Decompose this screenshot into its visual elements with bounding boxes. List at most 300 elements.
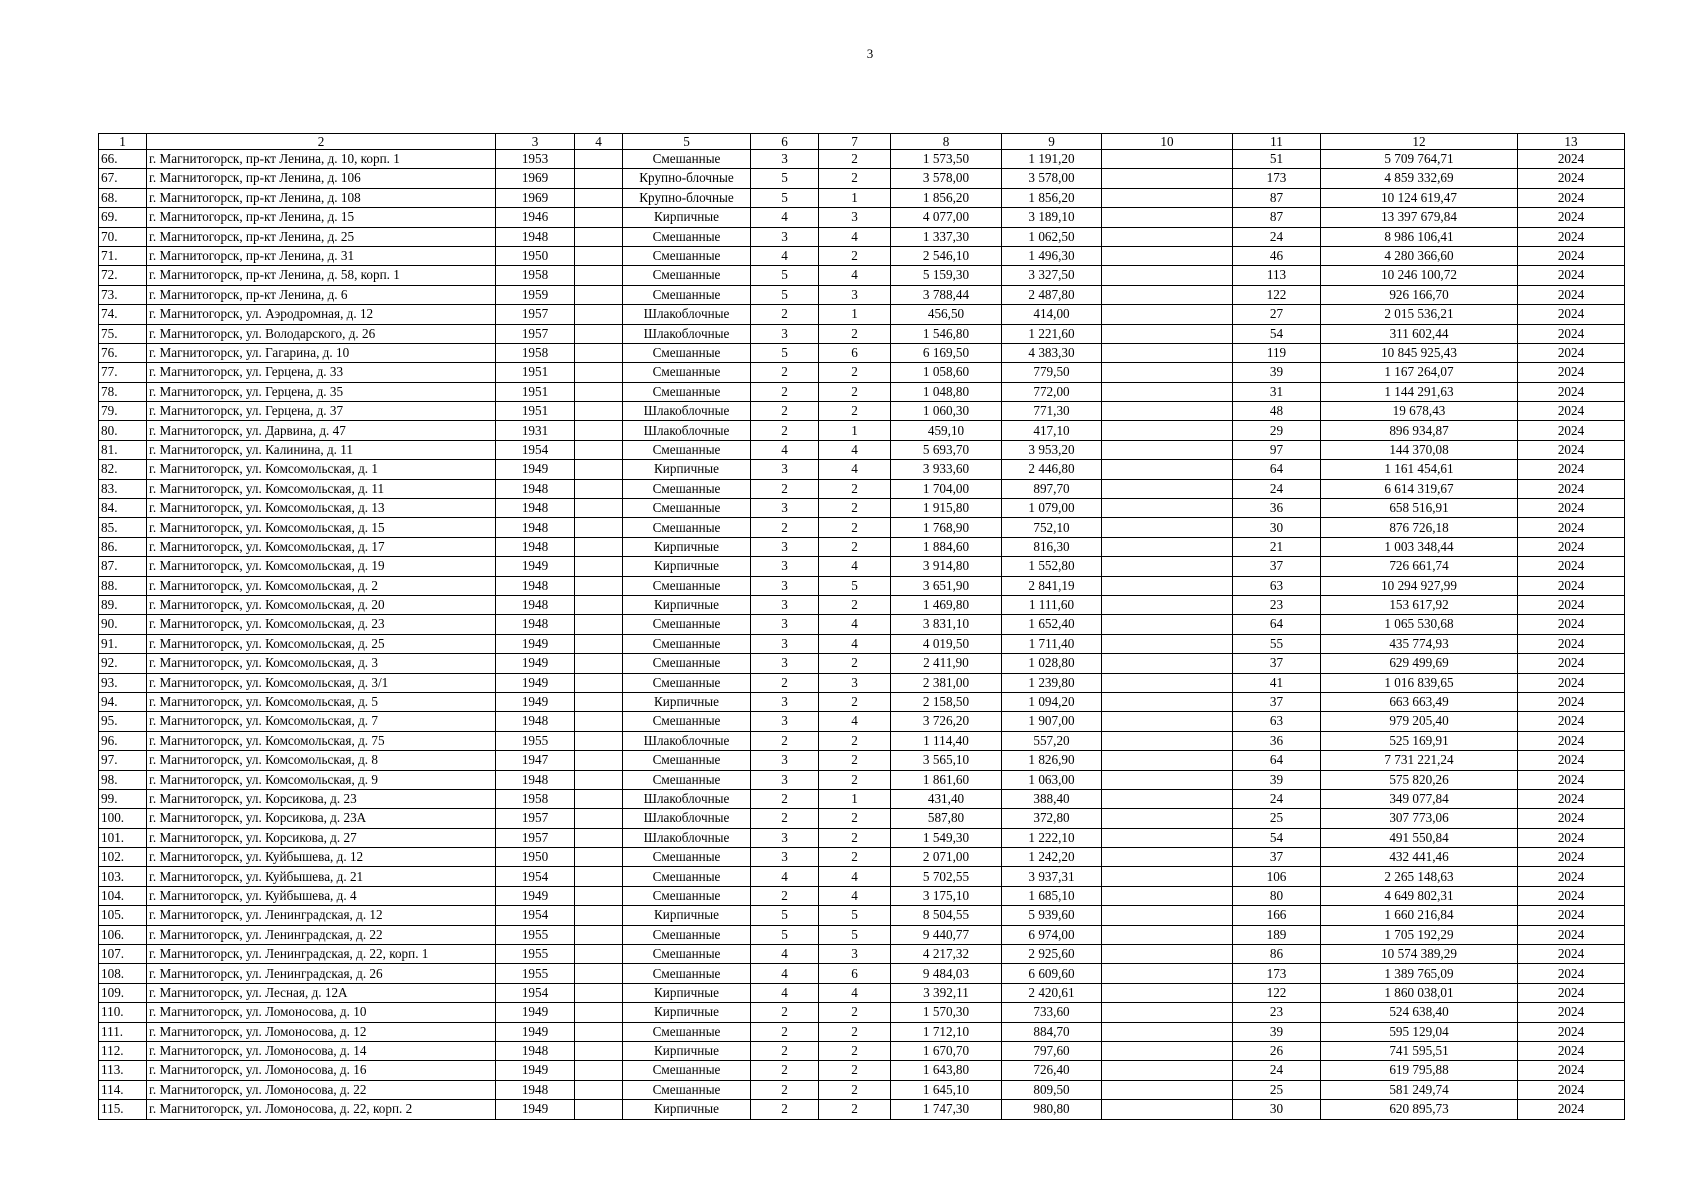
column-header-7: 7 xyxy=(819,134,891,150)
cell-row-number: 68. xyxy=(99,188,147,207)
cell-residents: 63 xyxy=(1233,576,1321,595)
cell-col-10 xyxy=(1102,945,1233,964)
cell-year-planned: 2024 xyxy=(1518,1003,1625,1022)
cell-cost: 629 499,69 xyxy=(1321,654,1518,673)
cell-address: г. Магнитогорск, ул. Ленинградская, д. 26 xyxy=(147,964,496,983)
cell-total-area: 2 381,00 xyxy=(891,673,1002,692)
cell-living-area: 816,30 xyxy=(1002,537,1102,556)
cell-address: г. Магнитогорск, пр-кт Ленина, д. 108 xyxy=(147,188,496,207)
cell-wall-material: Смешанные xyxy=(623,479,751,498)
cell-living-area: 772,00 xyxy=(1002,382,1102,401)
cell-year-planned: 2024 xyxy=(1518,576,1625,595)
cell-total-area: 1 670,70 xyxy=(891,1041,1002,1060)
cell-floors: 3 xyxy=(751,324,819,343)
cell-total-area: 2 158,50 xyxy=(891,692,1002,711)
cell-address: г. Магнитогорск, пр-кт Ленина, д. 10, корп. 1 xyxy=(147,150,496,169)
cell-total-area: 1 060,30 xyxy=(891,402,1002,421)
cell-address: г. Магнитогорск, ул. Комсомольская, д. 19 xyxy=(147,557,496,576)
cell-year-planned: 2024 xyxy=(1518,324,1625,343)
cell-address: г. Магнитогорск, ул. Ломоносова, д. 14 xyxy=(147,1041,496,1060)
column-header-6: 6 xyxy=(751,134,819,150)
cell-year-built: 1948 xyxy=(496,615,575,634)
table-body xyxy=(99,150,1625,1120)
cell-residents: 64 xyxy=(1233,615,1321,634)
cell-living-area: 726,40 xyxy=(1002,1061,1102,1080)
cell-year-planned: 2024 xyxy=(1518,1080,1625,1099)
cell-residents: 36 xyxy=(1233,731,1321,750)
cell-entrances: 3 xyxy=(819,673,891,692)
table-row xyxy=(99,1003,1625,1022)
table-row xyxy=(99,169,1625,188)
cell-residents: 122 xyxy=(1233,983,1321,1002)
cell-residents: 64 xyxy=(1233,460,1321,479)
table-row xyxy=(99,1022,1625,1041)
cell-year-built: 1954 xyxy=(496,867,575,886)
cell-col-4 xyxy=(575,828,623,847)
cell-living-area: 372,80 xyxy=(1002,809,1102,828)
cell-year-planned: 2024 xyxy=(1518,208,1625,227)
cell-year-planned: 2024 xyxy=(1518,440,1625,459)
cell-col-10 xyxy=(1102,1061,1233,1080)
cell-floors: 3 xyxy=(751,460,819,479)
cell-residents: 189 xyxy=(1233,925,1321,944)
cell-cost: 10 574 389,29 xyxy=(1321,945,1518,964)
cell-col-10 xyxy=(1102,440,1233,459)
cell-residents: 27 xyxy=(1233,305,1321,324)
cell-year-built: 1946 xyxy=(496,208,575,227)
cell-year-built: 1949 xyxy=(496,692,575,711)
cell-residents: 23 xyxy=(1233,595,1321,614)
cell-col-10 xyxy=(1102,1041,1233,1060)
cell-residents: 37 xyxy=(1233,848,1321,867)
cell-address: г. Магнитогорск, пр-кт Ленина, д. 106 xyxy=(147,169,496,188)
cell-total-area: 1 643,80 xyxy=(891,1061,1002,1080)
cell-address: г. Магнитогорск, ул. Куйбышева, д. 4 xyxy=(147,886,496,905)
cell-residents: 37 xyxy=(1233,692,1321,711)
cell-col-10 xyxy=(1102,964,1233,983)
cell-wall-material: Смешанные xyxy=(623,770,751,789)
cell-residents: 48 xyxy=(1233,402,1321,421)
cell-total-area: 1 549,30 xyxy=(891,828,1002,847)
cell-address: г. Магнитогорск, ул. Корсикова, д. 23А xyxy=(147,809,496,828)
table-row xyxy=(99,964,1625,983)
cell-floors: 2 xyxy=(751,479,819,498)
cell-floors: 3 xyxy=(751,634,819,653)
cell-col-4 xyxy=(575,1022,623,1041)
cell-year-planned: 2024 xyxy=(1518,634,1625,653)
cell-residents: 80 xyxy=(1233,886,1321,905)
cell-total-area: 1 884,60 xyxy=(891,537,1002,556)
cell-total-area: 4 019,50 xyxy=(891,634,1002,653)
cell-year-built: 1955 xyxy=(496,731,575,750)
table-row xyxy=(99,363,1625,382)
cell-wall-material: Крупно-блочные xyxy=(623,169,751,188)
cell-col-4 xyxy=(575,595,623,614)
cell-total-area: 1 915,80 xyxy=(891,499,1002,518)
cell-total-area: 587,80 xyxy=(891,809,1002,828)
cell-entrances: 4 xyxy=(819,557,891,576)
cell-row-number: 79. xyxy=(99,402,147,421)
cell-living-area: 414,00 xyxy=(1002,305,1102,324)
cell-total-area: 5 702,55 xyxy=(891,867,1002,886)
cell-year-built: 1951 xyxy=(496,363,575,382)
cell-cost: 595 129,04 xyxy=(1321,1022,1518,1041)
cell-entrances: 2 xyxy=(819,150,891,169)
cell-row-number: 77. xyxy=(99,363,147,382)
cell-col-10 xyxy=(1102,285,1233,304)
cell-living-area: 3 937,31 xyxy=(1002,867,1102,886)
cell-entrances: 1 xyxy=(819,421,891,440)
cell-year-planned: 2024 xyxy=(1518,402,1625,421)
cell-total-area: 4 217,32 xyxy=(891,945,1002,964)
cell-living-area: 2 487,80 xyxy=(1002,285,1102,304)
cell-address: г. Магнитогорск, ул. Гагарина, д. 10 xyxy=(147,343,496,362)
cell-living-area: 2 841,19 xyxy=(1002,576,1102,595)
cell-cost: 726 661,74 xyxy=(1321,557,1518,576)
cell-living-area: 1 711,40 xyxy=(1002,634,1102,653)
cell-living-area: 1 856,20 xyxy=(1002,188,1102,207)
cell-year-built: 1931 xyxy=(496,421,575,440)
cell-living-area: 1 028,80 xyxy=(1002,654,1102,673)
cell-floors: 4 xyxy=(751,867,819,886)
cell-year-built: 1950 xyxy=(496,246,575,265)
cell-row-number: 101. xyxy=(99,828,147,847)
table-row xyxy=(99,227,1625,246)
cell-year-planned: 2024 xyxy=(1518,363,1625,382)
cell-col-10 xyxy=(1102,615,1233,634)
cell-col-10 xyxy=(1102,576,1233,595)
cell-total-area: 5 693,70 xyxy=(891,440,1002,459)
cell-living-area: 1 496,30 xyxy=(1002,246,1102,265)
cell-address: г. Магнитогорск, пр-кт Ленина, д. 31 xyxy=(147,246,496,265)
cell-cost: 19 678,43 xyxy=(1321,402,1518,421)
cell-col-4 xyxy=(575,285,623,304)
cell-year-built: 1949 xyxy=(496,634,575,653)
cell-cost: 876 726,18 xyxy=(1321,518,1518,537)
cell-entrances: 4 xyxy=(819,886,891,905)
cell-cost: 658 516,91 xyxy=(1321,499,1518,518)
table-row xyxy=(99,576,1625,595)
cell-wall-material: Шлакоблочные xyxy=(623,421,751,440)
cell-address: г. Магнитогорск, ул. Комсомольская, д. 13 xyxy=(147,499,496,518)
cell-entrances: 4 xyxy=(819,867,891,886)
cell-col-4 xyxy=(575,169,623,188)
cell-entrances: 4 xyxy=(819,983,891,1002)
cell-total-area: 2 411,90 xyxy=(891,654,1002,673)
cell-address: г. Магнитогорск, ул. Лесная, д. 12А xyxy=(147,983,496,1002)
cell-year-planned: 2024 xyxy=(1518,421,1625,440)
cell-row-number: 89. xyxy=(99,595,147,614)
cell-cost: 581 249,74 xyxy=(1321,1080,1518,1099)
cell-year-built: 1951 xyxy=(496,402,575,421)
table-row xyxy=(99,712,1625,731)
cell-cost: 620 895,73 xyxy=(1321,1100,1518,1119)
column-header-1: 1 xyxy=(99,134,147,150)
cell-living-area: 6 974,00 xyxy=(1002,925,1102,944)
cell-total-area: 459,10 xyxy=(891,421,1002,440)
cell-year-planned: 2024 xyxy=(1518,343,1625,362)
cell-living-area: 3 953,20 xyxy=(1002,440,1102,459)
cell-wall-material: Смешанные xyxy=(623,751,751,770)
cell-floors: 5 xyxy=(751,906,819,925)
table-row xyxy=(99,518,1625,537)
cell-residents: 39 xyxy=(1233,770,1321,789)
cell-entrances: 2 xyxy=(819,1022,891,1041)
cell-col-10 xyxy=(1102,692,1233,711)
cell-year-planned: 2024 xyxy=(1518,615,1625,634)
cell-entrances: 2 xyxy=(819,751,891,770)
cell-address: г. Магнитогорск, ул. Комсомольская, д. 11 xyxy=(147,479,496,498)
cell-entrances: 6 xyxy=(819,964,891,983)
cell-col-10 xyxy=(1102,169,1233,188)
cell-col-4 xyxy=(575,615,623,634)
cell-row-number: 67. xyxy=(99,169,147,188)
cell-total-area: 3 933,60 xyxy=(891,460,1002,479)
cell-year-planned: 2024 xyxy=(1518,848,1625,867)
cell-floors: 2 xyxy=(751,421,819,440)
cell-living-area: 6 609,60 xyxy=(1002,964,1102,983)
cell-cost: 575 820,26 xyxy=(1321,770,1518,789)
cell-col-10 xyxy=(1102,499,1233,518)
cell-entrances: 6 xyxy=(819,343,891,362)
cell-cost: 4 280 366,60 xyxy=(1321,246,1518,265)
cell-wall-material: Смешанные xyxy=(623,440,751,459)
cell-cost: 153 617,92 xyxy=(1321,595,1518,614)
cell-col-10 xyxy=(1102,460,1233,479)
cell-year-planned: 2024 xyxy=(1518,1041,1625,1060)
cell-residents: 37 xyxy=(1233,557,1321,576)
cell-address: г. Магнитогорск, ул. Корсикова, д. 23 xyxy=(147,789,496,808)
cell-address: г. Магнитогорск, ул. Герцена, д. 33 xyxy=(147,363,496,382)
cell-col-10 xyxy=(1102,712,1233,731)
cell-row-number: 75. xyxy=(99,324,147,343)
table-row xyxy=(99,731,1625,750)
cell-year-built: 1949 xyxy=(496,1100,575,1119)
cell-living-area: 1 222,10 xyxy=(1002,828,1102,847)
cell-total-area: 2 546,10 xyxy=(891,246,1002,265)
cell-address: г. Магнитогорск, ул. Калинина, д. 11 xyxy=(147,440,496,459)
cell-col-10 xyxy=(1102,867,1233,886)
cell-year-built: 1948 xyxy=(496,770,575,789)
cell-wall-material: Кирпичные xyxy=(623,983,751,1002)
column-header-9: 9 xyxy=(1002,134,1102,150)
cell-col-10 xyxy=(1102,246,1233,265)
cell-year-built: 1949 xyxy=(496,1003,575,1022)
cell-col-4 xyxy=(575,150,623,169)
cell-year-built: 1954 xyxy=(496,906,575,925)
cell-total-area: 1 747,30 xyxy=(891,1100,1002,1119)
cell-col-4 xyxy=(575,440,623,459)
cell-year-built: 1949 xyxy=(496,460,575,479)
cell-cost: 4 859 332,69 xyxy=(1321,169,1518,188)
cell-living-area: 733,60 xyxy=(1002,1003,1102,1022)
cell-col-10 xyxy=(1102,789,1233,808)
cell-entrances: 5 xyxy=(819,906,891,925)
table-row xyxy=(99,1061,1625,1080)
cell-wall-material: Смешанные xyxy=(623,266,751,285)
cell-year-planned: 2024 xyxy=(1518,828,1625,847)
cell-cost: 896 934,87 xyxy=(1321,421,1518,440)
table-row xyxy=(99,440,1625,459)
cell-year-built: 1948 xyxy=(496,1080,575,1099)
cell-floors: 5 xyxy=(751,266,819,285)
cell-total-area: 5 159,30 xyxy=(891,266,1002,285)
cell-year-built: 1947 xyxy=(496,751,575,770)
cell-floors: 3 xyxy=(751,770,819,789)
cell-address: г. Магнитогорск, ул. Володарского, д. 26 xyxy=(147,324,496,343)
cell-floors: 3 xyxy=(751,848,819,867)
cell-floors: 3 xyxy=(751,557,819,576)
cell-year-built: 1969 xyxy=(496,188,575,207)
cell-address: г. Магнитогорск, ул. Комсомольская, д. 23 xyxy=(147,615,496,634)
cell-row-number: 74. xyxy=(99,305,147,324)
column-header-8: 8 xyxy=(891,134,1002,150)
cell-col-10 xyxy=(1102,150,1233,169)
cell-floors: 2 xyxy=(751,789,819,808)
cell-living-area: 1 239,80 xyxy=(1002,673,1102,692)
cell-residents: 173 xyxy=(1233,964,1321,983)
cell-col-4 xyxy=(575,246,623,265)
cell-entrances: 2 xyxy=(819,692,891,711)
cell-year-built: 1948 xyxy=(496,499,575,518)
cell-row-number: 66. xyxy=(99,150,147,169)
column-header-4: 4 xyxy=(575,134,623,150)
cell-wall-material: Кирпичные xyxy=(623,906,751,925)
cell-living-area: 557,20 xyxy=(1002,731,1102,750)
cell-col-4 xyxy=(575,964,623,983)
cell-entrances: 2 xyxy=(819,363,891,382)
cell-col-4 xyxy=(575,1041,623,1060)
cell-address: г. Магнитогорск, ул. Комсомольская, д. 8 xyxy=(147,751,496,770)
cell-entrances: 4 xyxy=(819,440,891,459)
cell-address: г. Магнитогорск, пр-кт Ленина, д. 25 xyxy=(147,227,496,246)
cell-floors: 3 xyxy=(751,150,819,169)
cell-row-number: 88. xyxy=(99,576,147,595)
cell-address: г. Магнитогорск, ул. Дарвина, д. 47 xyxy=(147,421,496,440)
cell-address: г. Магнитогорск, ул. Куйбышева, д. 21 xyxy=(147,867,496,886)
cell-year-planned: 2024 xyxy=(1518,595,1625,614)
cell-wall-material: Кирпичные xyxy=(623,692,751,711)
cell-year-planned: 2024 xyxy=(1518,673,1625,692)
cell-year-built: 1957 xyxy=(496,305,575,324)
cell-entrances: 4 xyxy=(819,615,891,634)
cell-total-area: 9 484,03 xyxy=(891,964,1002,983)
cell-wall-material: Кирпичные xyxy=(623,1003,751,1022)
cell-entrances: 2 xyxy=(819,809,891,828)
cell-address: г. Магнитогорск, пр-кт Ленина, д. 6 xyxy=(147,285,496,304)
cell-cost: 926 166,70 xyxy=(1321,285,1518,304)
cell-entrances: 1 xyxy=(819,789,891,808)
cell-wall-material: Смешанные xyxy=(623,1061,751,1080)
cell-floors: 3 xyxy=(751,537,819,556)
cell-living-area: 2 925,60 xyxy=(1002,945,1102,964)
cell-residents: 63 xyxy=(1233,712,1321,731)
table-row xyxy=(99,343,1625,362)
cell-floors: 2 xyxy=(751,731,819,750)
cell-living-area: 897,70 xyxy=(1002,479,1102,498)
cell-address: г. Магнитогорск, ул. Комсомольская, д. 7 xyxy=(147,712,496,731)
cell-col-4 xyxy=(575,537,623,556)
cell-floors: 2 xyxy=(751,518,819,537)
cell-entrances: 2 xyxy=(819,1041,891,1060)
cell-living-area: 1 826,90 xyxy=(1002,751,1102,770)
cell-total-area: 431,40 xyxy=(891,789,1002,808)
table-row xyxy=(99,557,1625,576)
cell-cost: 1 389 765,09 xyxy=(1321,964,1518,983)
cell-col-10 xyxy=(1102,886,1233,905)
cell-living-area: 1 094,20 xyxy=(1002,692,1102,711)
cell-col-4 xyxy=(575,751,623,770)
cell-cost: 979 205,40 xyxy=(1321,712,1518,731)
cell-entrances: 3 xyxy=(819,945,891,964)
cell-cost: 2 265 148,63 xyxy=(1321,867,1518,886)
cell-col-10 xyxy=(1102,1003,1233,1022)
cell-wall-material: Смешанные xyxy=(623,654,751,673)
table-row xyxy=(99,692,1625,711)
cell-col-4 xyxy=(575,673,623,692)
cell-total-area: 1 058,60 xyxy=(891,363,1002,382)
cell-entrances: 1 xyxy=(819,305,891,324)
cell-row-number: 72. xyxy=(99,266,147,285)
cell-year-planned: 2024 xyxy=(1518,712,1625,731)
cell-living-area: 1 652,40 xyxy=(1002,615,1102,634)
cell-row-number: 100. xyxy=(99,809,147,828)
table-row xyxy=(99,983,1625,1002)
cell-year-built: 1958 xyxy=(496,789,575,808)
cell-cost: 144 370,08 xyxy=(1321,440,1518,459)
cell-entrances: 2 xyxy=(819,1100,891,1119)
cell-total-area: 6 169,50 xyxy=(891,343,1002,362)
cell-cost: 1 167 264,07 xyxy=(1321,363,1518,382)
table-row xyxy=(99,770,1625,789)
cell-living-area: 2 446,80 xyxy=(1002,460,1102,479)
table-row xyxy=(99,421,1625,440)
cell-cost: 1 660 216,84 xyxy=(1321,906,1518,925)
cell-floors: 3 xyxy=(751,828,819,847)
table-row xyxy=(99,479,1625,498)
cell-year-built: 1955 xyxy=(496,945,575,964)
cell-col-4 xyxy=(575,1080,623,1099)
cell-residents: 21 xyxy=(1233,537,1321,556)
cell-address: г. Магнитогорск, ул. Комсомольская, д. 1 xyxy=(147,460,496,479)
cell-col-10 xyxy=(1102,363,1233,382)
cell-entrances: 2 xyxy=(819,499,891,518)
cell-address: г. Магнитогорск, ул. Ломоносова, д. 22, корп. 2 xyxy=(147,1100,496,1119)
cell-wall-material: Смешанные xyxy=(623,227,751,246)
cell-col-4 xyxy=(575,343,623,362)
cell-residents: 54 xyxy=(1233,324,1321,343)
cell-col-4 xyxy=(575,305,623,324)
cell-entrances: 3 xyxy=(819,208,891,227)
table-row xyxy=(99,150,1625,169)
cell-residents: 25 xyxy=(1233,809,1321,828)
cell-wall-material: Смешанные xyxy=(623,925,751,944)
cell-address: г. Магнитогорск, ул. Комсомольская, д. 17 xyxy=(147,537,496,556)
cell-residents: 26 xyxy=(1233,1041,1321,1060)
cell-floors: 5 xyxy=(751,343,819,362)
cell-col-4 xyxy=(575,654,623,673)
table-row xyxy=(99,1100,1625,1119)
cell-entrances: 4 xyxy=(819,634,891,653)
cell-col-4 xyxy=(575,421,623,440)
cell-row-number: 113. xyxy=(99,1061,147,1080)
cell-col-10 xyxy=(1102,479,1233,498)
cell-wall-material: Шлакоблочные xyxy=(623,324,751,343)
cell-living-area: 752,10 xyxy=(1002,518,1102,537)
cell-row-number: 110. xyxy=(99,1003,147,1022)
cell-col-10 xyxy=(1102,208,1233,227)
cell-year-planned: 2024 xyxy=(1518,886,1625,905)
